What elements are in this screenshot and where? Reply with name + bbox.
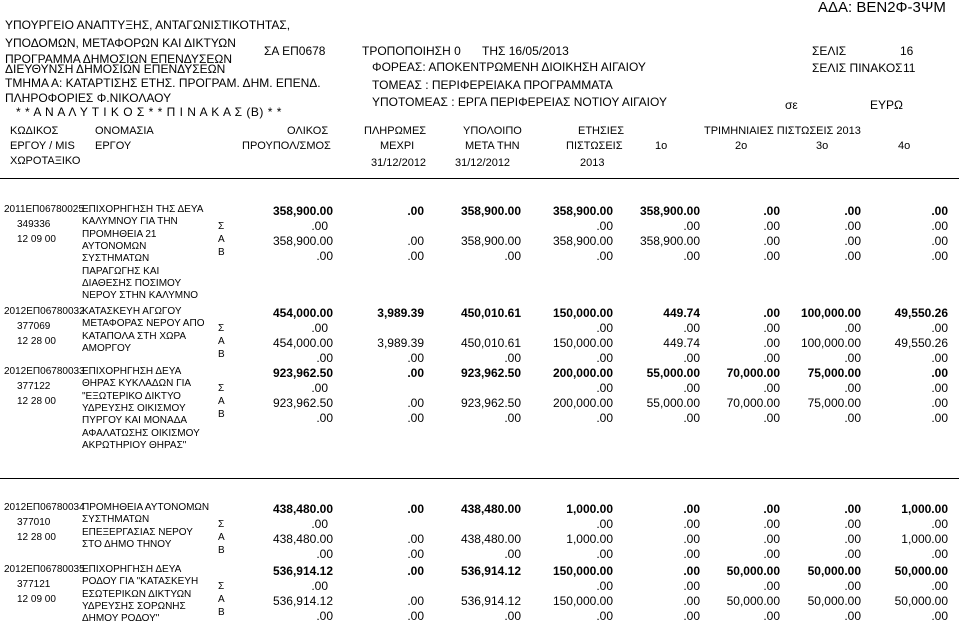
project-name-line: ΚΑΛΥΜΝΟΥ ΓΙΑ ΤΗΝ	[82, 216, 178, 228]
amount-a: 200,000.00	[552, 396, 613, 410]
project-name-line: ΚΑΤΑΠΟΛΑ ΣΤΗ ΧΩΡΑ	[82, 330, 187, 342]
project-name-line: ΜΕΤΑΦΟΡΑΣ ΝΕΡΟΥ ΑΠΟ	[82, 318, 205, 330]
amount-total: .00	[407, 564, 424, 578]
amount-a: 454,000.00	[272, 336, 333, 350]
amount-a: 449.74	[663, 336, 700, 350]
amount-total: 536,914.12	[460, 564, 521, 578]
col-ypoloipo-1: ΥΠΟΛΟΙΠΟ	[463, 125, 522, 137]
amount-a: 150,000.00	[552, 336, 613, 350]
sub-row-letter: Β	[218, 607, 225, 618]
amount-s: .00	[683, 219, 700, 233]
col-pliromes-2: ΜΕΧΡΙ	[380, 140, 415, 152]
amount-b: .00	[763, 411, 780, 425]
amount-total: 923,962.50	[272, 366, 333, 380]
amount-b: .00	[683, 351, 700, 365]
amount-a: 75,000.00	[807, 396, 861, 410]
amount-a: .00	[931, 396, 948, 410]
project-code: 2012ΕΠ06780032	[4, 306, 85, 317]
project-xor: 12 28 00	[17, 336, 56, 347]
col-kodikos-3: ΧΩΡΟΤΑΞΙΚΟ	[10, 155, 81, 167]
project-name-line: ΘΗΡΑΣ ΚΥΚΛΑΔΩΝ ΓΙΑ	[82, 378, 192, 390]
project-xor: 12 28 00	[17, 396, 56, 407]
col-q2: 2ο	[735, 140, 748, 152]
project-name-line: ΠΡΟΜΗΘΕΙΑ ΑΥΤΟΝΟΜΩΝ	[82, 502, 210, 513]
amount-b: .00	[763, 351, 780, 365]
amount-s: .00	[596, 517, 613, 531]
sub-row-letter: Σ	[218, 221, 225, 232]
sub-row-letter: Σ	[218, 323, 225, 334]
amount-a: 50,000.00	[894, 594, 948, 608]
amount-s: .00	[844, 219, 861, 233]
col-onomasia-2: ΕΡΓΟΥ	[95, 140, 132, 152]
sub-row-letter: Α	[218, 336, 225, 347]
amount-total: 358,900.00	[272, 204, 333, 218]
amount-s: .00	[931, 219, 948, 233]
project-mis: 377069	[17, 321, 51, 332]
modification-date: ΤΗΣ 16/05/2013	[482, 44, 569, 58]
project-name-line: ΥΔΡΕΥΣΗΣ ΣΟΡΩΝΗΣ	[82, 600, 186, 612]
ypotomeas: ΥΠΟΤΟΜΕΑΣ : ΕΡΓΑ ΠΕΡΙΦΕΡΕΙΑΣ ΝΟΤΙΟΥ ΑΙΓΑΙΟΥ	[372, 95, 667, 109]
amount-b: .00	[504, 609, 521, 623]
col-ypoloipo-2: ΜΕΤΑ ΤΗΝ	[465, 140, 520, 152]
project-name-line: ΠΥΡΓΟΥ ΚΑΙ ΜΟΝΑΔΑ	[82, 415, 188, 427]
amount-a: .00	[931, 234, 948, 248]
amount-b: .00	[596, 609, 613, 623]
header-rule	[0, 178, 959, 179]
amount-s: .00	[763, 219, 780, 233]
amount-b: .00	[683, 249, 700, 263]
selis-pinakos-value: 11	[903, 61, 916, 75]
project-name-line: ΝΕΡΟΥ ΣΤΗΝ ΚΑΛΥΜΝΟ	[82, 290, 199, 302]
col-pliromes-1: ΠΛΗΡΩΜΕΣ	[364, 125, 427, 137]
amount-b: .00	[844, 411, 861, 425]
amount-s-total: .00	[311, 517, 328, 531]
col-q3: 3ο	[816, 140, 829, 152]
amount-b: .00	[504, 547, 521, 561]
col-etisies-1: ΕΤΗΣΙΕΣ	[578, 125, 624, 137]
sub-row-letter: Α	[218, 234, 225, 245]
euro-label: ΕΥΡΩ	[870, 98, 903, 112]
amount-a: .00	[407, 532, 424, 546]
org-line-1: ΥΠΟΥΡΓΕΙΟ ΑΝΑΠΤΥΞΗΣ, ΑΝΤΑΓΩΝΙΣΤΙΚΟΤΗΤΑΣ,	[5, 18, 291, 32]
amount-b: .00	[596, 547, 613, 561]
amount-b: .00	[596, 411, 613, 425]
amount-b: .00	[931, 411, 948, 425]
amount-a: 358,900.00	[272, 234, 333, 248]
project-name-line: ΑΜΟΡΓΟΥ	[82, 342, 132, 354]
amount-total: 454,000.00	[272, 306, 333, 320]
amount-a: 358,900.00	[460, 234, 521, 248]
amount-s-total: .00	[311, 321, 328, 335]
org-line-6: ΠΛΗΡΟΦΟΡΙΕΣ Φ.ΝΙΚΟΛΑΟΥ	[5, 91, 172, 105]
amount-s: .00	[763, 579, 780, 593]
amount-b: .00	[316, 547, 333, 561]
col-triminiaies: ΤΡΙΜΗΝΙΑΙΕΣ ΠΙΣΤΩΣΕΙΣ 2013	[704, 125, 861, 137]
col-ypoloipo-3: 31/12/2012	[455, 157, 511, 169]
amount-a: 70,000.00	[726, 396, 780, 410]
col-etisies-2: ΠΙΣΤΩΣΕΙΣ	[566, 140, 623, 152]
amount-a: 1,000.00	[566, 532, 613, 546]
amount-total: 200,000.00	[552, 366, 613, 380]
amount-a: 358,900.00	[639, 234, 700, 248]
amount-b: .00	[407, 609, 424, 623]
amount-total: 358,900.00	[552, 204, 613, 218]
project-name-line: ΠΑΡΑΓΩΓΗΣ ΚΑΙ	[82, 265, 160, 277]
section-rule	[0, 478, 959, 479]
sub-row-letter: Α	[218, 532, 225, 543]
amount-total: 536,914.12	[272, 564, 333, 578]
amount-s: .00	[683, 579, 700, 593]
project-name-line: ΣΥΣΤΗΜΑΤΩΝ	[82, 253, 150, 265]
amount-total: 55,000.00	[646, 366, 700, 380]
amount-b: .00	[596, 249, 613, 263]
project-mis: 377010	[17, 517, 51, 528]
amount-a: .00	[844, 532, 861, 546]
amount-b: .00	[844, 547, 861, 561]
project-name-line: ΕΣΩΤΕΡΙΚΩΝ ΔΙΚΤΥΩΝ	[82, 588, 192, 600]
amount-total: 1,000.00	[901, 502, 948, 516]
amount-s: .00	[763, 517, 780, 531]
ada-code: ΑΔΑ: ΒΕΝ2Φ-3ΨΜ	[818, 0, 946, 16]
project-code: 2011ΕΠ06780025	[4, 204, 84, 215]
project-name-line: ΕΠΙΧΟΡΗΓΗΣΗ ΤΗΣ ΔΕΥΑ	[82, 204, 204, 215]
amount-s: .00	[763, 321, 780, 335]
amount-s: .00	[844, 517, 861, 531]
project-name-line: ΡΟΔΟΥ ΓΙΑ "ΚΑΤΑΣΚΕΥΗ	[82, 576, 199, 588]
amount-b: .00	[931, 351, 948, 365]
amount-a: .00	[407, 396, 424, 410]
amount-a: 100,000.00	[800, 336, 861, 350]
project-name-line: ΑΚΡΩΤΗΡΙΟΥ ΘΗΡΑΣ"	[82, 439, 187, 451]
amount-s-total: .00	[311, 381, 328, 395]
sub-row-letter: Σ	[218, 383, 225, 394]
project-name-line: ΥΔΡΕΥΣΗΣ ΟΙΚΙΣΜΟΥ	[82, 402, 186, 414]
project-name-line: ΠΡΟΜΗΘΕΙΑ 21	[82, 228, 157, 240]
project-name-line: ΑΥΤΟΝΟΜΩΝ	[82, 240, 147, 252]
amount-b: .00	[844, 609, 861, 623]
amount-total: .00	[407, 502, 424, 516]
amount-b: .00	[407, 351, 424, 365]
amount-total: 1,000.00	[566, 502, 613, 516]
project-name-line: ΔΙΑΘΕΣΗΣ ΠΟΣΙΜΟΥ	[82, 277, 182, 289]
sub-row-letter: Σ	[218, 581, 225, 592]
amount-total: 449.74	[663, 306, 700, 320]
project-name-line: ΕΠΙΧΟΡΗΓΗΣΗ ΔΕΥΑ	[82, 564, 182, 575]
project-code: 2012ΕΠ06780035	[4, 564, 85, 575]
amount-a: .00	[683, 594, 700, 608]
amount-total: 438,480.00	[460, 502, 521, 516]
amount-b: .00	[504, 249, 521, 263]
amount-a: 55,000.00	[646, 396, 700, 410]
amount-s: .00	[931, 321, 948, 335]
amount-a: .00	[407, 234, 424, 248]
amount-a: 49,550.26	[894, 336, 948, 350]
amount-b: .00	[316, 249, 333, 263]
amount-total: .00	[931, 204, 948, 218]
amount-s: .00	[683, 381, 700, 395]
amount-b: .00	[316, 411, 333, 425]
org-line-3: ΠΡΟΓΡΑΜΜΑ ΔΗΜΟΣΙΩΝ ΕΠΕΝΔΥΣΕΩΝ	[5, 52, 232, 66]
tropopoiisi: ΤΡΟΠΟΠΟΙΗΣΗ 0	[362, 44, 461, 58]
amount-total: .00	[407, 366, 424, 380]
amount-a: 150,000.00	[552, 594, 613, 608]
col-etisies-3: 2013	[580, 157, 605, 169]
amount-total: 50,000.00	[807, 564, 861, 578]
amount-total: 358,900.00	[460, 204, 521, 218]
amount-s-total: .00	[311, 219, 328, 233]
amount-a: 50,000.00	[807, 594, 861, 608]
amount-s-total: .00	[311, 579, 328, 593]
amount-total: 450,010.61	[460, 306, 521, 320]
amount-a: 438,480.00	[460, 532, 521, 546]
amount-b: .00	[844, 249, 861, 263]
amount-s: .00	[763, 381, 780, 395]
amount-b: .00	[683, 547, 700, 561]
amount-total: 75,000.00	[807, 366, 861, 380]
amount-s: .00	[931, 517, 948, 531]
project-xor: 12 28 00	[17, 532, 56, 543]
project-name-line: ΔΗΜΟΥ ΡΟΔΟΥ"	[82, 613, 160, 625]
amount-a: 50,000.00	[726, 594, 780, 608]
amount-b: .00	[763, 547, 780, 561]
amount-a: .00	[844, 234, 861, 248]
amount-a: .00	[763, 532, 780, 546]
amount-total: 49,550.26	[894, 306, 948, 320]
amount-total: 923,962.50	[460, 366, 521, 380]
amount-s: .00	[596, 381, 613, 395]
amount-s: .00	[683, 321, 700, 335]
amount-b: .00	[316, 609, 333, 623]
sub-row-letter: Α	[218, 396, 225, 407]
amount-total: 50,000.00	[726, 564, 780, 578]
project-name-line: ΣΤΟ ΔΗΜΟ ΤΗΝΟΥ	[82, 538, 172, 550]
amount-b: .00	[407, 411, 424, 425]
amount-b: .00	[931, 609, 948, 623]
project-name-line: ΑΦΑΛΑΤΩΣΗΣ ΟΙΚΙΣΜΟΥ	[82, 427, 200, 439]
amount-a: 3,989.39	[377, 336, 424, 350]
amount-b: .00	[931, 547, 948, 561]
amount-total: 100,000.00	[800, 306, 861, 320]
se-label: σε	[785, 98, 798, 112]
amount-total: 438,480.00	[272, 502, 333, 516]
project-name-line: ΣΥΣΤΗΜΑΤΩΝ	[82, 514, 150, 526]
col-olikos-1: ΟΛΙΚΟΣ	[287, 125, 329, 137]
amount-b: .00	[931, 249, 948, 263]
amount-a: 358,900.00	[552, 234, 613, 248]
amount-total: .00	[844, 502, 861, 516]
amount-s: .00	[596, 579, 613, 593]
project-mis: 349336	[17, 219, 51, 230]
project-name-line: ΕΠΙΧΟΡΗΓΗΣΗ ΔΕΥΑ	[82, 366, 182, 377]
amount-s: .00	[844, 381, 861, 395]
amount-total: .00	[763, 306, 780, 320]
amount-a: 450,010.61	[460, 336, 521, 350]
amount-a: 536,914.12	[460, 594, 521, 608]
amount-b: .00	[504, 351, 521, 365]
amount-total: .00	[763, 502, 780, 516]
amount-a: 923,962.50	[460, 396, 521, 410]
amount-total: .00	[683, 502, 700, 516]
sub-row-letter: Σ	[218, 519, 225, 530]
sub-row-letter: Β	[218, 409, 225, 420]
project-mis: 377122	[17, 381, 51, 392]
amount-b: .00	[763, 609, 780, 623]
amount-a: .00	[407, 594, 424, 608]
amount-s: .00	[931, 579, 948, 593]
amount-a: 438,480.00	[272, 532, 333, 546]
project-name-line: "ΕΞΩΤΕΡΙΚΟ ΔΙΚΤΥΟ	[82, 390, 181, 402]
tomeas: ΤΟΜΕΑΣ : ΠΕΡΙΦΕΡΕΙΑΚΑ ΠΡΟΓΡΑΜΜΑΤΑ	[372, 78, 613, 92]
col-q1: 1ο	[655, 140, 668, 152]
sub-row-letter: Α	[218, 594, 225, 605]
amount-total: .00	[683, 564, 700, 578]
amount-b: .00	[683, 411, 700, 425]
project-name-line: ΕΠΕΞΕΡΓΑΣΙΑΣ ΝΕΡΟΥ	[82, 526, 193, 538]
sub-row-letter: Β	[218, 349, 225, 360]
org-line-5: ΤΜΗΜΑ Α: ΚΑΤΑΡΤΙΣΗΣ ΕΤΗΣ. ΠΡΟΓΡΑΜ. ΔΗΜ. ΕΠΕΝΔ.	[5, 76, 321, 90]
amount-total: .00	[763, 204, 780, 218]
col-kodikos-2: ΕΡΓΟΥ / MIS	[10, 140, 75, 152]
amount-b: .00	[316, 351, 333, 365]
amount-b: .00	[763, 249, 780, 263]
selis-value: 16	[900, 44, 914, 58]
amount-total: 70,000.00	[726, 366, 780, 380]
amount-total: 150,000.00	[552, 564, 613, 578]
amount-s: .00	[931, 381, 948, 395]
amount-b: .00	[504, 411, 521, 425]
amount-b: .00	[407, 547, 424, 561]
amount-b: .00	[596, 351, 613, 365]
org-line-2: ΥΠΟΔΟΜΩΝ, ΜΕΤΑΦΟΡΩΝ ΚΑΙ ΔΙΚΤΥΩΝ	[5, 36, 236, 50]
amount-s: .00	[596, 321, 613, 335]
amount-a: .00	[763, 336, 780, 350]
amount-total: 358,900.00	[639, 204, 700, 218]
col-onomasia-1: ΟΝΟΜΑΣΙΑ	[95, 125, 154, 137]
project-code: 2012ΕΠ06780034	[4, 502, 85, 513]
analytic-title: * * Α Ν Α Λ Υ Τ Ι Κ Ο Σ * * Π Ι Ν Α Κ Α Σ (Β) * *	[16, 105, 282, 119]
col-olikos-2: ΠΡΟΥΠΟΛ/ΣΜΟΣ	[242, 140, 331, 152]
amount-total: 50,000.00	[894, 564, 948, 578]
amount-a: .00	[763, 234, 780, 248]
sub-row-letter: Β	[218, 247, 225, 258]
amount-b: .00	[683, 609, 700, 623]
sub-row-letter: Β	[218, 545, 225, 556]
amount-total: 150,000.00	[552, 306, 613, 320]
amount-a: 536,914.12	[272, 594, 333, 608]
project-code: 2012ΕΠ06780033	[4, 366, 85, 377]
selis-pinakos-label: ΣΕΛΙΣ ΠΙΝΑΚΟΣ	[812, 61, 903, 75]
col-q4: 4ο	[898, 140, 911, 152]
col-pliromes-3: 31/12/2012	[371, 157, 427, 169]
amount-s: .00	[844, 321, 861, 335]
org-line-4: ΔΙΕΥΘΥΝΣΗ ΔΗΜΟΣΙΩΝ ΕΠΕΝΔΥΣΕΩΝ	[5, 62, 226, 76]
amount-a: .00	[683, 532, 700, 546]
amount-total: .00	[407, 204, 424, 218]
amount-a: 923,962.50	[272, 396, 333, 410]
sa-code: ΣΑ ΕΠ0678	[264, 44, 326, 58]
project-name-line: ΚΑΤΑΣΚΕΥΗ ΑΓΩΓΟΥ	[82, 306, 182, 317]
project-xor: 12 09 00	[17, 234, 56, 245]
foreas: ΦΟΡΕΑΣ: ΑΠΟΚΕΝΤΡΩΜΕΝΗ ΔΙΟΙΚΗΣΗ ΑΙΓΑΙΟΥ	[372, 60, 646, 74]
amount-s: .00	[844, 579, 861, 593]
amount-b: .00	[844, 351, 861, 365]
amount-b: .00	[407, 249, 424, 263]
selis-label: ΣΕΛΙΣ	[812, 44, 847, 58]
col-kodikos-1: ΚΩΔΙΚΟΣ	[10, 125, 59, 137]
project-mis: 377121	[17, 579, 51, 590]
amount-s: .00	[683, 517, 700, 531]
amount-total: .00	[931, 366, 948, 380]
amount-a: 1,000.00	[901, 532, 948, 546]
amount-total: 3,989.39	[377, 306, 424, 320]
project-xor: 12 09 00	[17, 594, 56, 605]
amount-total: .00	[844, 204, 861, 218]
amount-s: .00	[596, 219, 613, 233]
